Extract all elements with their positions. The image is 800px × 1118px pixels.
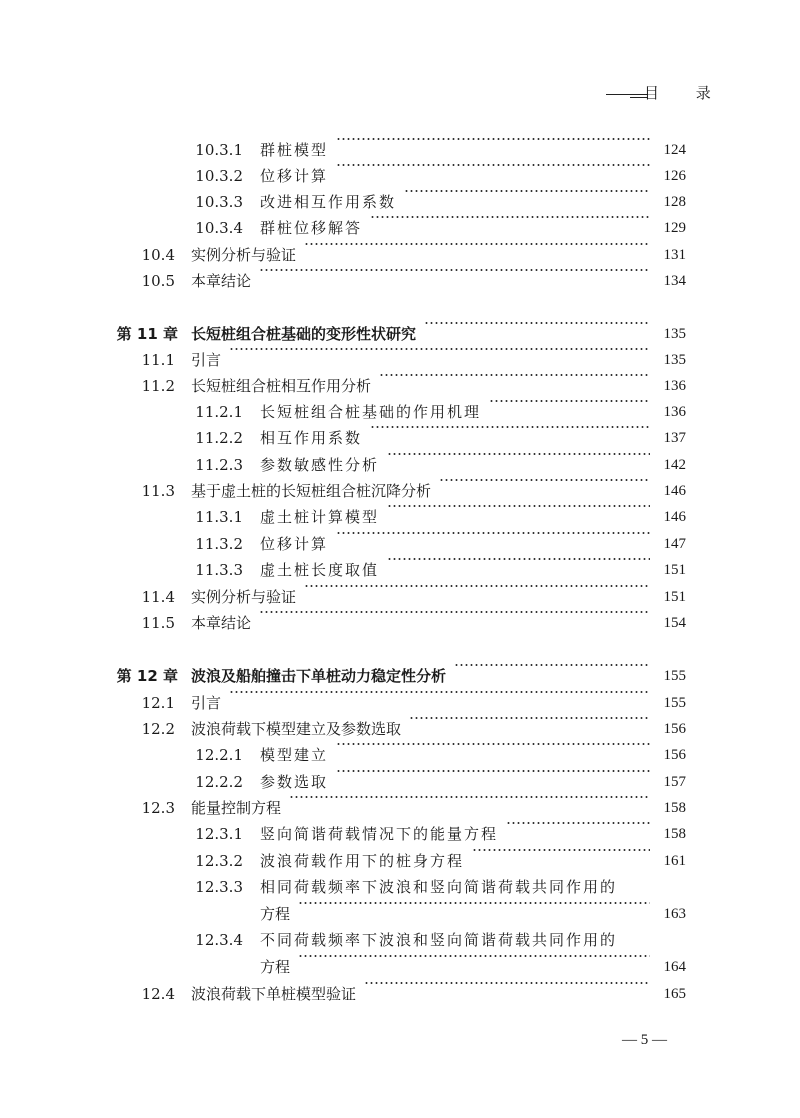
toc-entry-page: 135	[663, 352, 686, 368]
toc-entry-title: 模型建立	[260, 746, 329, 764]
toc-entry[interactable]	[0, 558, 800, 582]
toc-entry-title: 实例分析与验证	[191, 588, 297, 606]
toc-entry[interactable]	[0, 955, 800, 979]
toc-entry-page: 146	[663, 483, 686, 499]
toc-entry-number: 10.4	[141, 246, 175, 264]
toc-leader-dots	[336, 770, 650, 772]
toc-entry[interactable]	[0, 505, 800, 529]
toc-entry-page: 155	[663, 695, 686, 711]
toc-entry[interactable]	[0, 400, 800, 424]
toc-leader-dots	[379, 374, 650, 376]
toc-entry-title: 相互作用系数	[260, 429, 363, 447]
toc-entry-page: 135	[663, 326, 686, 342]
toc-entry[interactable]	[0, 743, 800, 767]
toc-entry-number: 12.4	[141, 985, 175, 1003]
toc-leader-dots	[336, 164, 650, 166]
toc-leader-dots	[259, 611, 650, 613]
toc-entry-number: 11.5	[141, 614, 175, 632]
toc-entry-title: 竖向简谐荷载情况下的能量方程	[260, 825, 499, 843]
toc-entry-number: 11.3	[141, 482, 175, 500]
toc-leader-dots	[336, 532, 650, 534]
toc-entry-page: 136	[663, 404, 686, 420]
toc-entry-number: 12.3.2	[195, 852, 243, 870]
toc-entry-number: 12.3.1	[195, 825, 243, 843]
toc-entry-title: 改进相互作用系数	[260, 193, 397, 211]
toc-entry-page: 146	[663, 509, 686, 525]
toc-entry-number: 11.4	[141, 588, 175, 606]
toc-entry[interactable]	[0, 770, 800, 794]
toc-entry-number: 11.2.2	[195, 429, 243, 447]
toc-entry-number: 11.3.3	[195, 561, 243, 579]
toc-entry[interactable]	[0, 691, 800, 715]
toc-entry-page: 163	[663, 906, 686, 922]
toc-entry-title: 引言	[191, 351, 222, 369]
toc-entry[interactable]	[0, 611, 800, 635]
toc-entry[interactable]	[0, 664, 800, 688]
toc-entry-title: 长短桩组合桩相互作用分析	[191, 377, 372, 395]
toc-entry[interactable]	[0, 216, 800, 240]
toc-entry-page: 124	[663, 142, 686, 158]
toc-entry[interactable]	[0, 822, 800, 846]
toc-entry-page: 151	[663, 589, 686, 605]
toc-leader-dots	[370, 426, 650, 428]
toc-leader-dots	[387, 558, 650, 560]
toc-entry-page: 131	[663, 247, 686, 263]
toc-leader-dots	[229, 691, 650, 693]
toc-entry-page: 156	[663, 721, 686, 737]
toc-entry-number: 11.2.3	[195, 456, 243, 474]
toc-leader-dots	[454, 664, 650, 666]
toc-leader-dots	[304, 585, 650, 587]
toc-entry-number: 12.1	[141, 694, 175, 712]
toc-entry[interactable]	[0, 374, 800, 398]
toc-entry[interactable]	[0, 138, 800, 162]
toc-entry-title: 方程	[260, 905, 291, 923]
toc-leader-dots	[304, 243, 650, 245]
toc-entry-number: 第 12 章	[116, 667, 178, 685]
toc-entry-title: 能量控制方程	[191, 799, 282, 817]
toc-entry-number: 第 11 章	[116, 325, 178, 343]
toc-entry-title: 基于虚土桩的长短桩组合桩沉降分析	[191, 482, 432, 500]
toc-entry-title: 波浪荷载下单桩模型验证	[191, 985, 357, 1003]
toc-leader-dots	[336, 743, 650, 745]
toc-entry[interactable]	[0, 717, 800, 741]
toc-entry-page: 154	[663, 615, 686, 631]
toc-leader-dots	[229, 348, 650, 350]
toc-entry[interactable]	[0, 479, 800, 503]
toc-entry-title: 不同荷载频率下波浪和竖向简谐荷载共同作用的	[260, 931, 618, 949]
toc-entry-number: 10.3.4	[195, 219, 243, 237]
toc-entry[interactable]	[0, 902, 800, 926]
toc-entry-page: 147	[663, 536, 686, 552]
toc-leader-dots	[336, 138, 650, 140]
toc-entry-title: 群桩模型	[260, 141, 329, 159]
toc-entry[interactable]	[0, 796, 800, 820]
toc-entry-page: 136	[663, 378, 686, 394]
toc-entry-number: 10.3.1	[195, 141, 243, 159]
toc-entry-title: 位移计算	[260, 535, 329, 553]
toc-entry-page: 155	[663, 668, 686, 684]
page-number: — 5 —	[622, 1032, 667, 1048]
toc-entry-title: 实例分析与验证	[191, 246, 297, 264]
toc-entry-number: 11.2	[141, 377, 175, 395]
toc-entry-title: 本章结论	[191, 614, 252, 632]
toc-leader-dots	[298, 955, 650, 957]
toc-leader-dots	[506, 822, 650, 824]
toc-entry-title: 长短桩组合桩基础的作用机理	[260, 403, 482, 421]
header-title: 目 录	[644, 84, 727, 102]
toc-entry-title: 波浪荷载作用下的桩身方程	[260, 852, 465, 870]
toc-entry-page: 165	[663, 986, 686, 1002]
toc-entry-page: 134	[663, 273, 686, 289]
toc-entry-title: 虚土桩计算模型	[260, 508, 380, 526]
toc-leader-dots	[472, 849, 650, 851]
toc-entry-page: 128	[663, 194, 686, 210]
toc-entry[interactable]	[0, 426, 800, 450]
toc-entry[interactable]	[0, 849, 800, 873]
toc-entry[interactable]	[0, 190, 800, 214]
toc-entry[interactable]	[0, 269, 800, 293]
toc-entry-number: 12.3.4	[195, 931, 243, 949]
toc-entry-title: 长短桩组合桩基础的变形性状研究	[191, 325, 417, 343]
toc-entry-number: 11.2.1	[195, 403, 243, 421]
toc-entry-page: 158	[663, 826, 686, 842]
toc-leader-dots	[289, 796, 650, 798]
toc-entry-page: 126	[663, 168, 686, 184]
toc-leader-dots	[439, 479, 650, 481]
toc-entry-number: 11.1	[141, 351, 175, 369]
toc-entry-number: 12.2	[141, 720, 175, 738]
toc-entry-title: 引言	[191, 694, 222, 712]
toc-entry-page: 164	[663, 959, 686, 975]
toc-entry[interactable]	[0, 243, 800, 267]
toc-entry-title: 参数选取	[260, 773, 329, 791]
toc-entry-number: 10.3.2	[195, 167, 243, 185]
toc-leader-dots	[387, 505, 650, 507]
toc-leader-dots	[364, 982, 650, 984]
toc-leader-dots	[259, 269, 650, 271]
toc-entry-number: 11.3.2	[195, 535, 243, 553]
toc-entry-page: 156	[663, 747, 686, 763]
toc-entry[interactable]	[0, 322, 800, 346]
toc-entry[interactable]	[0, 928, 800, 952]
toc-entry-page: 129	[663, 220, 686, 236]
toc-entry-number: 10.3.3	[195, 193, 243, 211]
toc-entry-page: 151	[663, 562, 686, 578]
toc-entry-page: 158	[663, 800, 686, 816]
toc-entry-number: 12.2.2	[195, 773, 243, 791]
toc-leader-dots	[387, 453, 650, 455]
toc-entry-number: 10.5	[141, 272, 175, 290]
toc-entry[interactable]	[0, 982, 800, 1006]
toc-entry-number: 12.3.3	[195, 878, 243, 896]
toc-entry-page: 161	[663, 853, 686, 869]
toc-entry-title: 本章结论	[191, 272, 252, 290]
toc-entry-title: 波浪及船舶撞击下单桩动力稳定性分析	[191, 667, 447, 685]
toc-entry-number: 12.2.1	[195, 746, 243, 764]
toc-leader-dots	[489, 400, 650, 402]
toc-leader-dots	[409, 717, 650, 719]
toc-leader-dots	[370, 216, 650, 218]
toc-entry-page: 137	[663, 430, 686, 446]
header-rule	[606, 94, 648, 95]
toc-entry-page: 157	[663, 774, 686, 790]
toc-entry[interactable]	[0, 875, 800, 899]
toc-entry[interactable]	[0, 532, 800, 556]
toc-entry[interactable]	[0, 453, 800, 477]
toc-leader-dots	[298, 902, 650, 904]
toc-entry-title: 方程	[260, 958, 291, 976]
toc-entry-title: 相同荷载频率下波浪和竖向简谐荷载共同作用的	[260, 878, 618, 896]
toc-entry-title: 群桩位移解答	[260, 219, 363, 237]
toc-entry[interactable]	[0, 164, 800, 188]
toc-entry-title: 虚土桩长度取值	[260, 561, 380, 579]
toc-entry-number: 12.3	[141, 799, 175, 817]
toc-entry-page: 142	[663, 457, 686, 473]
toc-entry[interactable]	[0, 585, 800, 609]
toc-leader-dots	[424, 322, 650, 324]
toc-entry-title: 位移计算	[260, 167, 329, 185]
toc-entry[interactable]	[0, 348, 800, 372]
toc-entry-title: 波浪荷载下模型建立及参数选取	[191, 720, 402, 738]
toc-entry-number: 11.3.1	[195, 508, 243, 526]
toc-leader-dots	[404, 190, 650, 192]
toc-entry-title: 参数敏感性分析	[260, 456, 380, 474]
